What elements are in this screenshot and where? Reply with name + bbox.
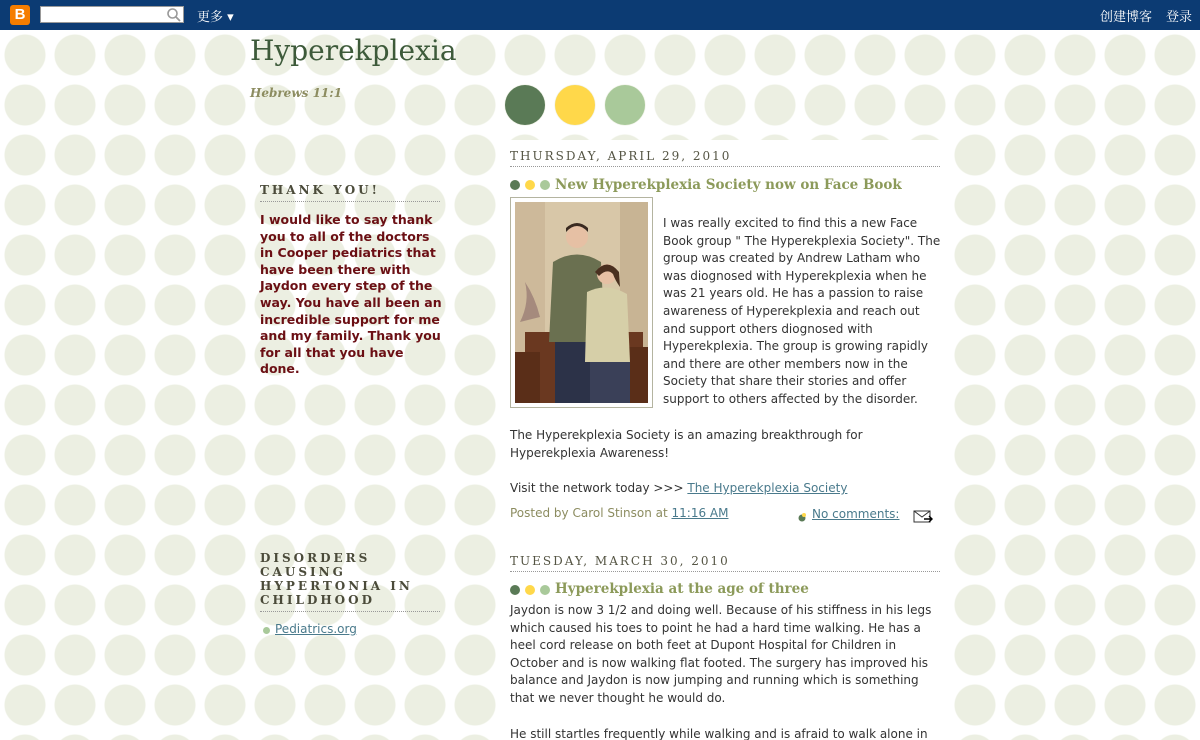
bullet-icon bbox=[540, 585, 550, 595]
date-header: TUESDAY, MARCH 30, 2010 bbox=[510, 554, 940, 572]
top-navbar bbox=[0, 0, 1200, 30]
post-paragraph: The Hyperekplexia Society is an amazing breakthrough for Hyperekplexia Awareness! bbox=[510, 428, 863, 460]
decorative-dot-light bbox=[605, 85, 645, 125]
post-paragraph: Jaydon is now 3 1/2 and doing well. Because of his stiffness in his legs which caused his toes to point he had a hard time walking. He has a heel cord release on both feet at Dupont Hospital for Children in October and is now walking flat footed. The surgery has improved his balance and Jaydon is now jumping and running which is something that we never thought he would do. bbox=[510, 603, 932, 705]
blog-description: Hebrews 11:1 bbox=[250, 86, 343, 100]
post-paragraph: I was really excited to find this a new Face Book group " The Hyperekplexia Society". The group was created by Andrew Latham who was diognosed with Hyperekplexia when he was 21 years old. He has a passion to raise awareness of Hyperekplexia and reach out and support others diognosed with Hyperekplexia. The group is growing rapidly and there are other members now in the Society that share their stories and offer support to others affected by the disorder. bbox=[663, 216, 941, 406]
decorative-dot-green bbox=[505, 85, 545, 125]
decorative-dot-yellow bbox=[555, 85, 595, 125]
sidebar-heading-disorders: DISORDERS CAUSING HYPERTONIA IN CHILDHOOD bbox=[260, 551, 440, 612]
create-blog-link[interactable]: 创建博客 bbox=[1100, 10, 1153, 25]
post-footer bbox=[510, 506, 728, 520]
post-title[interactable]: New Hyperekplexia Society now on Face Book bbox=[555, 177, 902, 193]
bullet-icon bbox=[540, 180, 550, 190]
bullet-icon bbox=[525, 585, 535, 595]
login-link[interactable]: 登录 bbox=[1166, 10, 1193, 25]
bullet-icon bbox=[525, 180, 535, 190]
comments-link[interactable]: No comments: bbox=[812, 507, 900, 521]
thankyou-text: I would like to say thank you to all of the doctors in Cooper pediatrics that have been there with Jaydon every step of the way. You have all been an incredible support for me and my family. Thank you for all that you have done. bbox=[260, 212, 442, 377]
post-photo[interactable] bbox=[510, 197, 653, 408]
blog-title[interactable]: Hyperekplexia bbox=[250, 34, 457, 67]
bullet-icon bbox=[510, 585, 520, 595]
search-icon[interactable] bbox=[166, 7, 182, 23]
search-input[interactable] bbox=[40, 6, 184, 23]
more-menu[interactable]: 更多 ▾ bbox=[197, 10, 234, 25]
bullet-icon bbox=[263, 627, 270, 634]
sidebar-heading-thankyou: THANK YOU! bbox=[260, 183, 440, 202]
visit-text: Visit the network today >>> bbox=[510, 481, 688, 495]
blogger-logo-icon[interactable]: B bbox=[10, 5, 30, 25]
pediatrics-link[interactable]: Pediatrics.org bbox=[275, 622, 357, 636]
post-paragraph: He still startles frequently while walking and is afraid to walk alone in bbox=[510, 727, 928, 740]
date-header: THURSDAY, APRIL 29, 2010 bbox=[510, 149, 940, 167]
society-link[interactable]: The Hyperekplexia Society bbox=[687, 481, 848, 495]
comment-bullet-icon bbox=[798, 512, 808, 522]
bullet-icon bbox=[510, 180, 520, 190]
post-time-link[interactable]: 11:16 AM bbox=[671, 506, 729, 520]
email-post-icon[interactable] bbox=[913, 509, 933, 523]
posted-by-text: Posted by Carol Stinson at bbox=[510, 506, 672, 520]
photo-image bbox=[515, 202, 648, 403]
post-title[interactable]: Hyperekplexia at the age of three bbox=[555, 581, 809, 597]
post-paragraph bbox=[510, 480, 940, 498]
